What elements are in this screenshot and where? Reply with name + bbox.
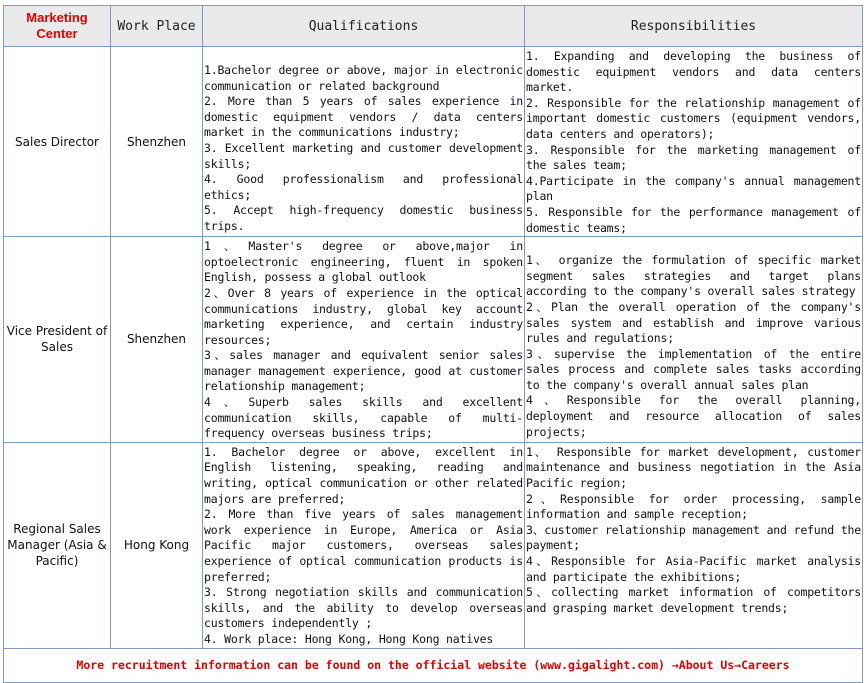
list-item: 1、Master's degree or above,major in optoelectronic engineering, fluent in spoken English, possess a global outlook <box>204 239 523 285</box>
responsibilities-cell <box>525 47 863 237</box>
list-item: 3. Strong negotiation skills and communication skills, and the ability to develop overseas customers independently ; <box>204 585 523 631</box>
header-row <box>4 6 863 47</box>
list-item: 2、Responsible for order processing, sample information and sample reception; <box>526 491 861 522</box>
role-cell: Vice President of Sales <box>4 237 111 443</box>
list-item: 3. Excellent marketing and customer development skills; <box>204 140 523 171</box>
list-item: 3、supervise the implementation of the entire sales process and complete sales tasks according to the company's overall annual sales plan <box>526 346 861 392</box>
work-place-cell: Shenzhen <box>111 47 203 237</box>
header-work-place: Work Place <box>111 6 203 47</box>
list-item: 2、Over 8 years of experience in the optical communications industry, global key account marketing experience, and certain industry resources; <box>204 285 523 347</box>
careers-link-notice[interactable]: More recruitment information can be found on the official website (www.gigalight.com) →About Us→Careers <box>4 648 863 682</box>
list-item: 5. Accept high-frequency domestic business trips. <box>204 203 523 233</box>
recruitment-table-container <box>3 5 862 683</box>
header-marketing-center: Marketing Center <box>4 6 111 47</box>
list-item: 3、customer relationship management and refund the payment; <box>526 522 861 553</box>
list-item: 2. More than 5 years of sales experience in domestic equipment vendors / data centers market in the communications industry; <box>204 94 523 140</box>
list-item: 3. Responsible for the marketing management of the sales team; <box>526 142 861 173</box>
work-place-cell: Shenzhen <box>111 237 203 443</box>
list-item: 5. Responsible for the performance management of domestic teams; <box>526 204 861 235</box>
list-item: 3、sales manager and equivalent senior sales manager management experience, good at customer relationship management; <box>204 348 523 394</box>
qualifications-cell <box>203 237 525 443</box>
list-item: 5、collecting market information of competitors and grasping market development trends; <box>526 585 861 615</box>
footer-row <box>4 648 863 682</box>
role-cell: Sales Director <box>4 47 111 237</box>
list-item: 1、 organize the formulation of specific market segment sales strategies and target plans according to the company's overall sales strategy <box>526 253 861 299</box>
table-row <box>4 442 863 648</box>
table-row <box>4 47 863 237</box>
list-item: 4.Participate in the company's annual management plan <box>526 173 861 204</box>
work-place-cell: Hong Kong <box>111 442 203 648</box>
table-row <box>4 237 863 443</box>
list-item: 2. Responsible for the relationship management of important domestic customers (equipment vendors, data centers and operators); <box>526 95 861 141</box>
qualifications-cell <box>203 47 525 237</box>
qualifications-cell <box>203 442 525 648</box>
responsibilities-cell <box>525 442 863 648</box>
list-item: 4、Responsible for Asia-Pacific market analysis and participate the exhibitions; <box>526 554 861 584</box>
list-item: 1. Bachelor degree or above, excellent in English listening, speaking, reading and writing, optical communication or other related majors are preferred; <box>204 444 523 506</box>
list-item: 2、Plan the overall operation of the company's sales system and establish and improve various rules and regulations; <box>526 299 861 346</box>
role-cell: Regional Sales Manager (Asia & Pacific) <box>4 442 111 648</box>
list-item: 4、Superb sales skills and excellent communication skills, capable of multi-frequency overseas business trips; <box>204 395 523 441</box>
list-item: 4. Good professionalism and professional ethics; <box>204 172 523 202</box>
list-item: 1.Bachelor degree or above, major in electronic communication or related background <box>204 63 523 93</box>
header-qualifications: Qualifications <box>203 6 525 47</box>
list-item: 1. Expanding and developing the business of domestic equipment vendors and data centers market. <box>526 49 861 95</box>
list-item: 4. Work place: Hong Kong, Hong Kong natives <box>204 631 494 646</box>
list-item: 2. More than five years of sales management work experience in Europe, America or Asia Pacific major customers, overseas sales experience of optical communication products is preferred; <box>204 507 523 584</box>
list-item: 4、Responsible for the overall planning, deployment and resource allocation of sales projects; <box>526 393 861 439</box>
header-responsibilities: Responsibilities <box>525 6 863 47</box>
list-item: 1、 Responsible for market development, customer maintenance and business negotiation in the Asia Pacific region; <box>526 444 861 491</box>
recruitment-table <box>3 5 863 683</box>
responsibilities-cell <box>525 237 863 443</box>
